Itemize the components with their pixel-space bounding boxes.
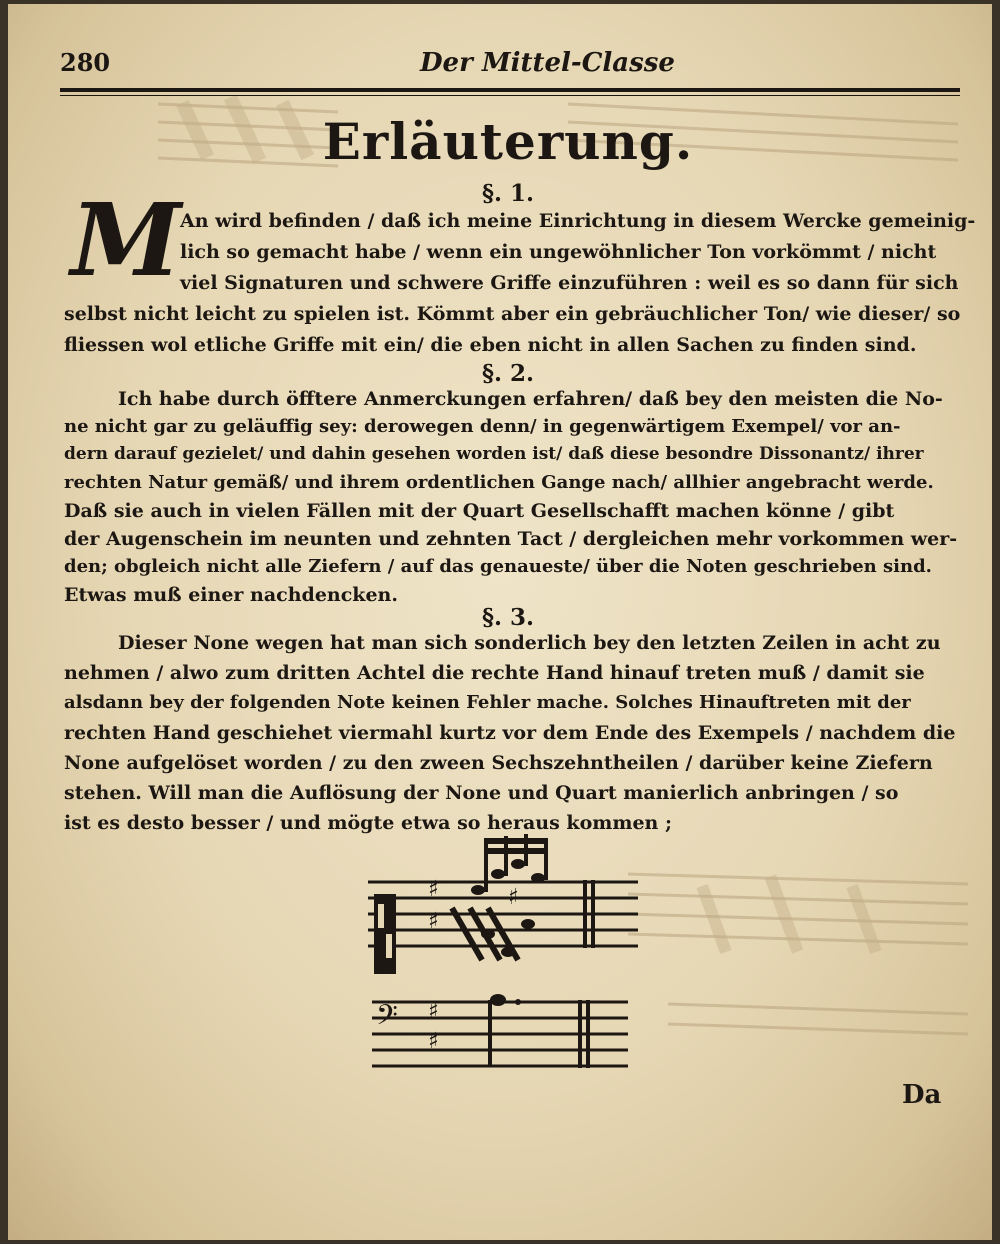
body-line: rechten Hand geschiehet viermahl kurtz vor dem Ende des Exempels / nachdem die bbox=[64, 722, 956, 744]
body-line: der Augenschein im neunten und zehnten Tact / dergleichen mehr vorkommen wer- bbox=[64, 528, 958, 550]
sharp-icon: ♯ bbox=[428, 999, 439, 1024]
body-line: viel Signaturen und schwere Griffe einzuführen : weil es so dann für sich bbox=[180, 272, 959, 294]
body-line: fliessen wol etliche Griffe mit ein/ die eben nicht in allen Sachen zu finden sind. bbox=[64, 334, 917, 356]
body-line: Ich habe durch öfftere Anmerckungen erfahren/ daß bey den meisten die No- bbox=[118, 388, 943, 410]
body-line: den; obgleich nicht alle Ziefern / auf das genaueste/ über die Noten geschrieben sind. bbox=[64, 556, 932, 577]
running-title: Der Mittel-Classe bbox=[420, 48, 675, 78]
running-head bbox=[60, 48, 960, 98]
sharp-icon: ♯ bbox=[428, 1029, 439, 1054]
section-mark-3: §. 3. bbox=[481, 604, 535, 631]
body-line: Daß sie auch in vielen Fällen mit der Quart Gesellschafft machen könne / gibt bbox=[64, 500, 895, 522]
body-line: Dieser None wegen hat man sich sonderlich bey den letzten Zeilen in acht zu bbox=[118, 632, 941, 654]
c-clef-icon bbox=[374, 894, 396, 974]
bar-line bbox=[586, 1000, 590, 1068]
body-line: Etwas muß einer nachdencken. bbox=[64, 584, 398, 606]
body-line: stehen. Will man die Auflösung der None und Quart manierlich anbringen / so bbox=[64, 782, 899, 804]
body-line: ist es desto besser / und mögte etwa so heraus kommen ; bbox=[64, 812, 672, 834]
body-line: rechten Natur gemäß/ und ihrem ordentlichen Gange nach/ allhier angebracht werde. bbox=[64, 472, 934, 493]
body-line: nehmen / alwo zum dritten Achtel die rechte Hand hinauf treten muß / damit sie bbox=[64, 662, 925, 684]
body-line: alsdann bey der folgenden Note keinen Fehler mache. Solches Hinauftreten mit der bbox=[64, 692, 911, 713]
bass-clef-icon: 𝄢 bbox=[376, 999, 398, 1039]
drop-cap: M bbox=[70, 181, 182, 299]
music-example bbox=[358, 834, 658, 1084]
bar-line bbox=[583, 880, 587, 948]
bar-line bbox=[591, 880, 595, 948]
body-line: selbst nicht leicht zu spielen ist. Kömmt aber ein gebräuchlicher Ton/ wie dieser/ so bbox=[64, 303, 961, 325]
section-mark-2: §. 2. bbox=[481, 360, 535, 387]
section-heading: Erläuterung. bbox=[322, 112, 694, 171]
body-line: An wird befinden / daß ich meine Einrichtung in diesem Wercke gemeinig- bbox=[180, 210, 976, 232]
section-mark-1: §. 1. bbox=[481, 180, 535, 207]
body-line: lich so gemacht habe / wenn ein ungewöhnlicher Ton vorkömmt / nicht bbox=[180, 241, 937, 263]
header-rule bbox=[60, 88, 960, 92]
catchword: Da bbox=[902, 1080, 942, 1110]
upper-staff bbox=[368, 834, 638, 974]
body-line: None aufgelöset worden / zu den zween Sechszehntheilen / darüber keine Ziefern bbox=[64, 752, 933, 774]
body-line: dern darauf gezielet/ und dahin gesehen worden ist/ daß diese besondre Dissonantz/ ihrer bbox=[64, 444, 924, 464]
page-number: 280 bbox=[60, 48, 111, 77]
sharp-icon: ♯ bbox=[428, 909, 439, 934]
lower-staff bbox=[372, 994, 628, 1068]
body-line: ne nicht gar zu geläuffig sey: derowegen denn/ in gegenwärtigem Exempel/ vor an- bbox=[64, 416, 901, 437]
bar-line bbox=[578, 1000, 582, 1068]
book-page bbox=[8, 4, 992, 1240]
sharp-icon: ♯ bbox=[508, 885, 519, 910]
header-rule-thin bbox=[60, 95, 960, 96]
sharp-icon: ♯ bbox=[428, 877, 439, 902]
